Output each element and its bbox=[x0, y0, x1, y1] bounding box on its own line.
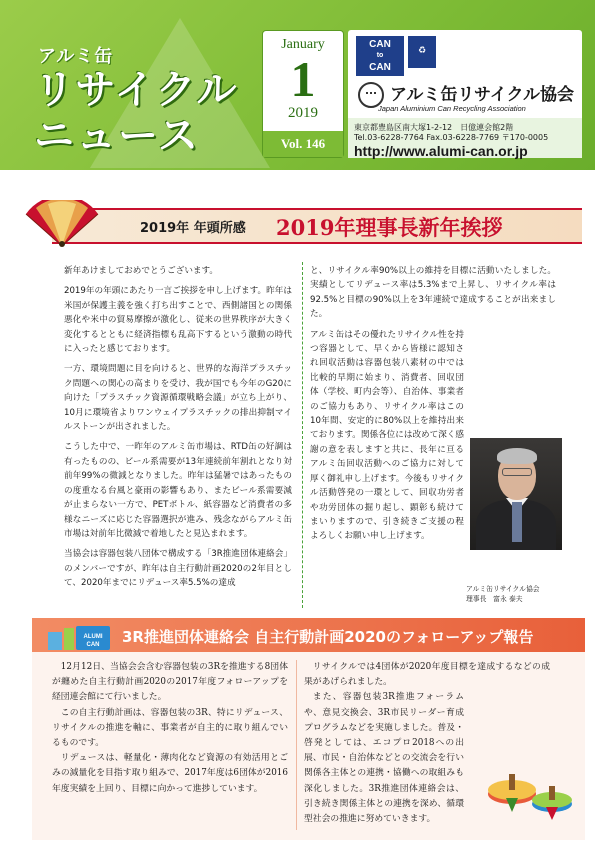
article-column-left bbox=[64, 264, 292, 591]
paragraph: リサイクルでは4団体が2020年度目標を達成するなどの成果があげられました。 bbox=[304, 662, 550, 688]
issue-day: 1 bbox=[290, 51, 316, 107]
svg-text:CAN: CAN bbox=[86, 642, 100, 648]
report-title: 3R推進団体連絡会 自主行動計画2020のフォローアップ報告 bbox=[122, 628, 534, 646]
logo-subtitle: アルミ缶 bbox=[38, 46, 114, 67]
article-banner bbox=[0, 200, 595, 250]
paragraph: また、容器包装3R推進フォーラムや、意見交換会、3R市民リーダー育成プログラムなどを実施しました。普及・啓発としては、エコプロ2018への出展、市民・自治体などとの交流会を行い関係各主体との連携・協働への取組みも深化しました。3R推進団体連絡会は、引き続き関係主体との連携を深め、循環型社会の推進に努めていきます。 bbox=[304, 692, 464, 825]
publisher-box bbox=[348, 30, 582, 158]
paragraph: 当協会は容器包装八団体で構成する「3R推進団体連絡会」のメンバーですが、昨年は自主行動計画2020の2年目として、2020年までにリデュース率5.5%の達成 bbox=[64, 549, 292, 589]
publisher-address: 東京都豊島区南大塚1-2-12 日億連会館2階 bbox=[354, 123, 514, 132]
paragraph: 新年あけましておめでとうございます。 bbox=[64, 266, 219, 276]
article-title: 2019年理事長新年挨拶 bbox=[276, 215, 503, 240]
can-to-can-logo: CAN to CAN bbox=[356, 36, 404, 76]
paragraph: こうした中で、一昨年のアルミ缶市場は、RTD缶の好調は有ったものの、ビール系需要が13年連続前年割れとなり対前年99%の微減となりました。昨年は猛暑ではあったものの度重なる台風と豪雨の影響もあり、またビール系需要減が止まらない一方で、PETボトル、紙容器など消費者の多様なニーズに応じた容器選択が進み、残念ながらアルミ缶市場は対前年比微減で着地したと見込まれます。 bbox=[64, 442, 292, 539]
paragraph: 2019年の年頭にあたり一言ご挨拶を申し上げます。昨年は米国が保護主義を強く打ち出すことで、西側諸国との関係悪化や米中の貿易摩擦が激化し、従来の世界秩序が大きく変化するとともに経済指標も乱高下するという激動の時代に入ったと感じております。 bbox=[64, 286, 292, 355]
paragraph: と、リサイクル率90%以上の維持を目標に活動いたしました。実績としてリデュース率は5.3%まで上昇し、リサイクル率は92.5%と目標の90%以上を3年連続で達成することが出来ました。 bbox=[310, 266, 556, 320]
paragraph: リデュースは、軽量化・薄肉化など資源の有効活用とごみの減量化を目指す取り組みで、2017年度は6団体が2016年度実績を上回り、目標に向かって進捗しています。 bbox=[52, 753, 288, 794]
report-column-left bbox=[52, 660, 288, 797]
paragraph: 一方、環境問題に目を向けると、世界的な海洋プラスチック問題への関心の高まりを受け、我が国でも今年のG20に向けた「プラスチック資源循環戦略会議」が立ち上がり、10月に環境省よりワンウェイプラスチックの排出抑制マイルストーンが出されました。 bbox=[64, 364, 292, 433]
column-divider bbox=[302, 262, 303, 608]
publisher-url[interactable]: http://www.alumi-can.or.jp bbox=[354, 143, 528, 159]
recycle-products-icon bbox=[46, 622, 114, 652]
issue-month: January bbox=[281, 37, 325, 52]
issue-year: 2019 bbox=[288, 105, 318, 121]
paragraph: 12月12日、当協会会含む容器包装の3Rを推進する8団体が纏めた自主行動計画2020の2017年度フォローアップを経団連会館にて行いました。 bbox=[52, 662, 288, 703]
folding-fan-icon bbox=[22, 200, 102, 248]
logo-title-line1: リサイクル bbox=[34, 67, 239, 113]
spinning-tops-icon bbox=[482, 760, 578, 830]
issue-volume: Vol. 146 bbox=[263, 131, 343, 157]
publisher-name-en: Japan Aluminium Can Recycling Association bbox=[378, 104, 526, 113]
paragraph: アルミ缶はその優れたリサイクル性を持つ容器として、早くから皆様に認知され回収活動は容器包装八素材の中では比較的早期に始まり、消費者、回収団体（学校、町内会等）、自治体、事業者のご協力もあり、リサイクル率はこの10年間、安定的に80%以上を維持出来ております。関係各位には改めて深く感謝の意を表しますと共に、長年に亘るアルミ缶回収活動へのご協力に対して厚く御礼申し上げます。今後もリサイクル活動啓発の一環として、回収功労者や功労団体の掘り起し、顕彰も続けてまいりますので、引き続きご支援の程よろしくお願い申し上げます。 bbox=[310, 329, 465, 542]
publisher-phone: Tel.03-6228-7764 Fax.03-6228-7769 〒170-0005 bbox=[354, 133, 549, 142]
chairman-portrait bbox=[470, 438, 562, 550]
recycle-mark-icon: ♻ bbox=[408, 36, 436, 68]
portrait-caption: アルミ缶リサイクル協会 理事長 富永 泰夫 bbox=[466, 585, 540, 603]
issue-date-box bbox=[262, 30, 344, 158]
publisher-name: アルミ缶リサイクル協会 bbox=[390, 85, 574, 105]
report-column-divider bbox=[296, 660, 297, 830]
svg-text:ALUMI: ALUMI bbox=[83, 634, 103, 640]
banner-label: 2019年 年頭所感 bbox=[140, 221, 246, 236]
logo-title-line2: ニュース bbox=[34, 113, 200, 159]
masthead bbox=[0, 0, 595, 170]
paragraph: この自主行動計画は、容器包装の3R、特にリデュース、リサイクルの推進を軸に、事業者が自主的に取り組んでいるものです。 bbox=[52, 707, 288, 749]
